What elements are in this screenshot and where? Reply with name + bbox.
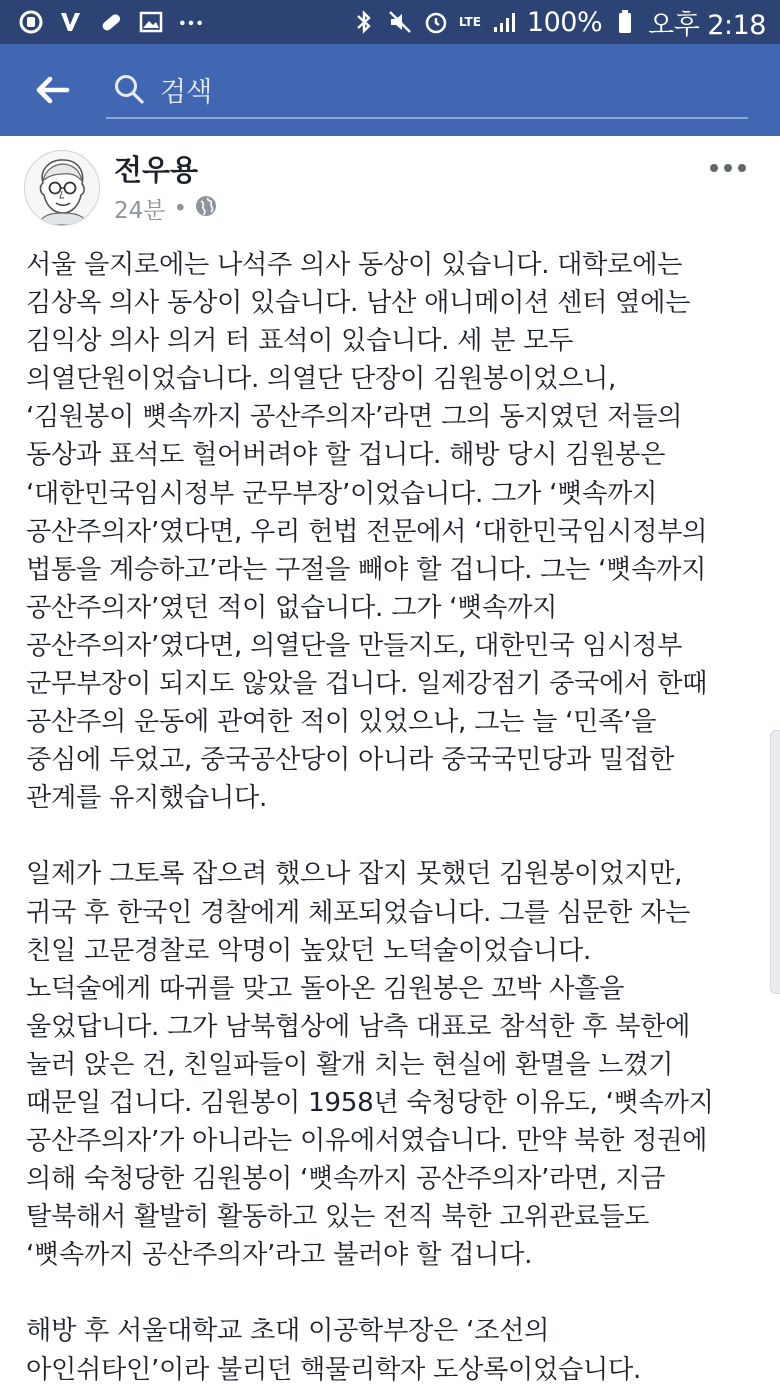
avatar-portrait-icon — [25, 151, 99, 225]
avatar[interactable] — [24, 150, 100, 226]
battery-percent: 100% — [526, 6, 603, 38]
battery-icon — [612, 9, 638, 35]
status-bar-system — [351, 3, 780, 42]
search-bar[interactable] — [106, 61, 748, 119]
alarm-icon — [423, 9, 449, 35]
post-options-button[interactable] — [710, 156, 746, 180]
post-header — [0, 140, 780, 230]
v-app-icon — [58, 9, 84, 35]
pill-icon — [98, 9, 124, 35]
globe-icon — [195, 195, 217, 223]
post-author-name[interactable]: 전우용 — [114, 153, 199, 187]
status-bar — [0, 0, 780, 44]
top-navigation-bar — [0, 44, 780, 136]
back-arrow-icon — [34, 75, 70, 105]
post-timestamp[interactable]: 24분 — [114, 198, 166, 224]
mute-icon — [387, 9, 413, 35]
search-input[interactable]: 검색 — [160, 76, 213, 108]
post-paragraph: 일제가 그토록 잡으려 했으나 잡지 못했던 김원봉이었지만, 귀국 후 한국인 경찰에게 체포되었습니다. 그를 심문한 자는 친일 고문경찰로 악명이 높았던 노덕술이었습니다. 노덕술에게 따귀를 맞고 돌아온 김원봉은 꼬박 사흘을 울었답니다. 그가 남북협상에 남측 대표로 참석한 후 북한에 눌러 앉은 건, 친일파들이 활개 치는 현실에 환멸을 느꼈기 때문일 겁니다. 김원봉이 1958년 숙청당한 이유도, ‘뼛속까지 공산주의자’가 아니라는 이유에서였습니다. 만약 북한 정권에 의해 숙청당한 김원봉이 ‘뼛속까지 공산주의자’라면, 지금 탈북해서 활발히 활동하고 있는 전직 북한 고위관료들도 ‘뼛속까지 공산주의자’라고 불러야 할 겁니다. — [26, 859, 714, 1271]
search-icon — [112, 72, 146, 106]
post-meta — [114, 192, 217, 225]
more-dot — [710, 164, 718, 172]
more-dot — [738, 164, 746, 172]
sync-icon — [18, 9, 44, 35]
meta-separator: • — [173, 195, 188, 222]
lte-icon: LTE — [458, 14, 481, 29]
signal-icon — [491, 9, 517, 35]
more-dots-icon — [178, 9, 204, 35]
scrollbar[interactable] — [770, 730, 780, 994]
clock: 오후 2:18 — [648, 9, 766, 41]
more-dot — [724, 164, 732, 172]
post-paragraph: 해방 후 서울대학교 초대 이공학부장은 ‘조선의 아인쉬타인’이라 불리던 핵물리학자 도상록이었습니다. — [26, 1316, 642, 1385]
back-button[interactable] — [22, 60, 82, 120]
status-bar-notifications — [0, 9, 204, 35]
bluetooth-icon — [351, 9, 377, 35]
post-body — [26, 246, 766, 1389]
image-icon — [138, 9, 164, 35]
post-paragraph: 서울 을지로에는 나석주 의사 동상이 있습니다. 대학로에는 김상옥 의사 동상이 있습니다. 남산 애니메이션 센터 옆에는 김익상 의사 의거 터 표석이 있습니다. 세 분 모두 의열단원이었습니다. 의열단 단장이 김원봉이었으니, ‘김원봉이 뼛속까지 공산주의자’라면 그의 동지였던 저들의 동상과 표석도 헐어버려야 할 겁니다. 해방 당시 김원봉은 ‘대한민국임시정부 군무부장’이었습니다. 그가 ‘뼛속까지 공산주의자’였다면, 우리 헌법 전문에서 ‘대한민국임시정부의 법통을 계승하고’라는 구절을 빼야 할 겁니다. 그는 ‘뼛속까지 공산주의자’였던 적이 없습니다. 그가 ‘뼛속까지 공산주의자’였다면, 의열단을 만들지도, 대한민국 임시정부 군무부장이 되지도 않았을 겁니다. 일제강점기 중국에서 한때 공산주의 운동에 관여한 적이 있었으나, 그는 늘 ‘민족’을 중심에 두었고, 중국공산당이 아니라 중국국민당과 밀접한 관계를 유지했습니다. — [26, 250, 708, 814]
